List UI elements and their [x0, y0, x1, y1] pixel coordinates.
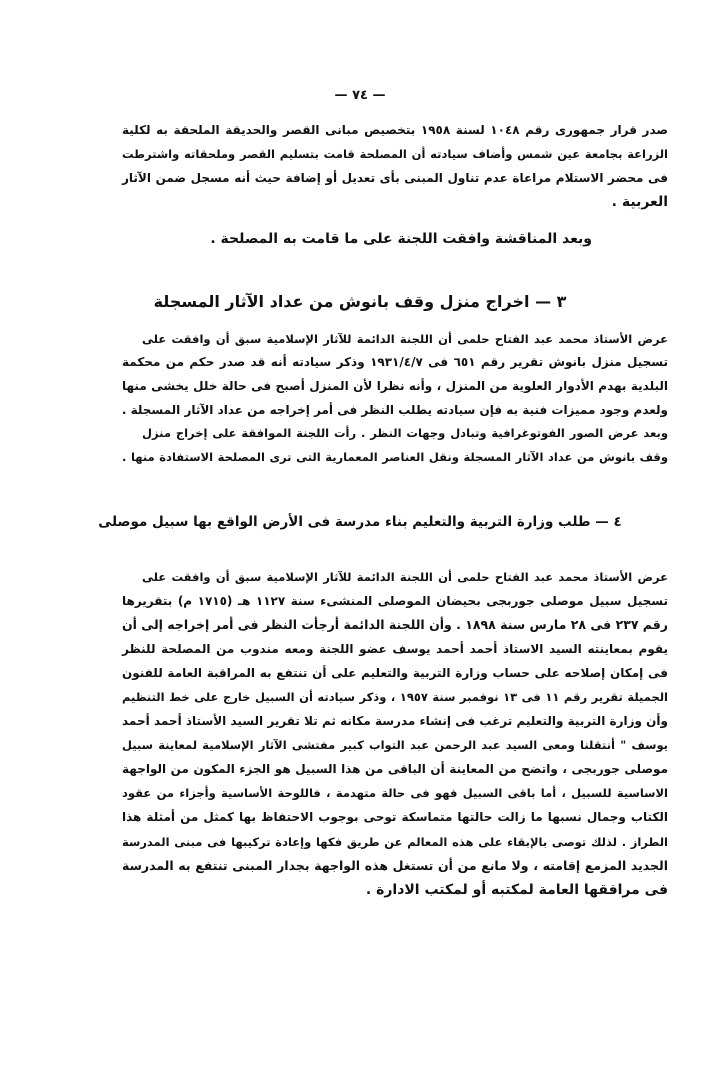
text-line: فى مرافقها العامة لمكتبه أو لمكتب الادارة .	[365, 882, 668, 898]
text-line: الزراعة بجامعة عين شمس وأضاف سيادته أن المصلحة قامت بتسليم القصر وملحقاته واشترطت	[122, 147, 668, 161]
text-line: وبعد عرض الصور الفوتوغرافية وتبادل وجهات النظر . رأت اللجنة الموافقة على إخراج منزل	[142, 426, 668, 440]
page-number: — ٧٤ —	[334, 88, 386, 103]
text-line: يقوم بمعاينته السيد الاستاذ أحمد أحمد يوسف عضو اللجنة ومعه مندوب من المصلحة للنظر	[122, 642, 668, 656]
text-line: تسجيل منزل بانوش تقرير رقم ٦٥١ فى ١٩٣١/٤/٧ وذكر سيادته أنه قد صدر حكم من محكمة	[122, 355, 669, 369]
text-line: فى محضر الاستلام مراعاة عدم تناول المبنى بأى تعديل أو إضافة حيث أنه مسجل ضمن الآثار	[122, 171, 668, 185]
text-line: الكتاب وجمال نسبها ما زالت حالتها متماسكة توحى بوجوب الاحتفاظ بها كمثل من أمثلة هذا	[122, 810, 668, 824]
text-line: العربية .	[611, 194, 668, 210]
text-line: ولعدم وجود مميزات فنية به فإن سيادته يطلب النظر فى أمر إخراجه من عداد الآثار المسجلة .	[121, 403, 668, 417]
text-line: وأن وزارة التربية والتعليم ترغب فى إنشاء مدرسة مكانه ثم تلا تقرير السيد الأستاذ أحمد أحمد	[122, 714, 668, 728]
text-line: وقف بانوش من عداد الآثار المسجلة ونقل العناصر المعمارية التى ترى المصلحة الاستفادة منها .	[122, 450, 668, 464]
text-line: رقم ٢٣٧ فى ٢٨ مارس سنة ١٨٩٨ . وأن اللجنة الدائمة أرجأت النظر فى أمر إخراجه إلى أن	[122, 617, 668, 632]
text-line: تسجيل سبيل موصلى جوربجى بحيضان الموصلى المنشىء سنة ١١٢٧ هـ (١٧١٥ م) بتقريرها	[122, 594, 669, 608]
text-line: الجميلة تقرير رقم ١١ فى ١٣ نوفمبر سنة ١٩٥٧ ، وذكر سيادته أن السبيل خارج على خط التنظيم	[122, 690, 668, 704]
text-line: عرض الأستاذ محمد عبد الفتاح حلمى أن اللجنة الدائمة للآثار الإسلامية سبق أن وافقت على	[142, 570, 668, 584]
text-line: الاساسية للسبيل ، أما باقى السبيل فهو فى حالة متهدمة ، فاللوحة الأساسية وأجزاء من عقود	[122, 786, 668, 800]
section-heading-3: ٣ — اخراج منزل وقف بانوش من عداد الآثار المسجلة	[153, 292, 567, 311]
text-line: يوسف " أنتقلنا ومعى السيد عبد الرحمن عبد التواب كبير مفتشى الآثار الإسلامية لمعاينة سبيل	[122, 738, 668, 752]
section-heading-4: ٤ — طلب وزارة التربية والتعليم بناء مدرسة فى الأرض الواقع بها سبيل موصلى	[98, 514, 622, 530]
text-line: الطراز . لذلك توصى بالإبقاء على هذه المعالم عن طريق فكها وإعادة تركيبها فى مبنى المدرسة	[122, 835, 668, 849]
text-line: وبعد المناقشة وافقت اللجنة على ما قامت به المصلحة .	[210, 231, 592, 247]
text-line: فى إمكان إصلاحه على حساب وزارة التربية والتعليم على أن تنتفع به المراقبة العامة للفنون	[122, 666, 668, 680]
text-line: البلدية بهدم الأدوار العلوية من المنزل ، وأنه نظرا لأن المنزل أصبح فى حالة خلل يخشى منها	[122, 379, 668, 393]
text-line: موصلى جوربجى ، واتضح من المعاينة أن الباقى من هذا السبيل هو الجزء المكون من الواجهة	[122, 762, 668, 776]
text-line: صدر قرار جمهورى رقم ١٠٤٨ لسنة ١٩٥٨ بتخصيص مبانى القصر والحديقة الملحقة به لكلية	[122, 123, 668, 137]
text-line: الجديد المزمع إقامته ، ولا مانع من أن تستغل هذه الواجهة بجدار المبنى تنتفع به المدرسة	[122, 858, 668, 873]
text-line: عرض الأستاذ محمد عبد الفتاح حلمى أن اللجنة الدائمة للآثار الإسلامية سبق أن وافقت على	[142, 332, 668, 346]
